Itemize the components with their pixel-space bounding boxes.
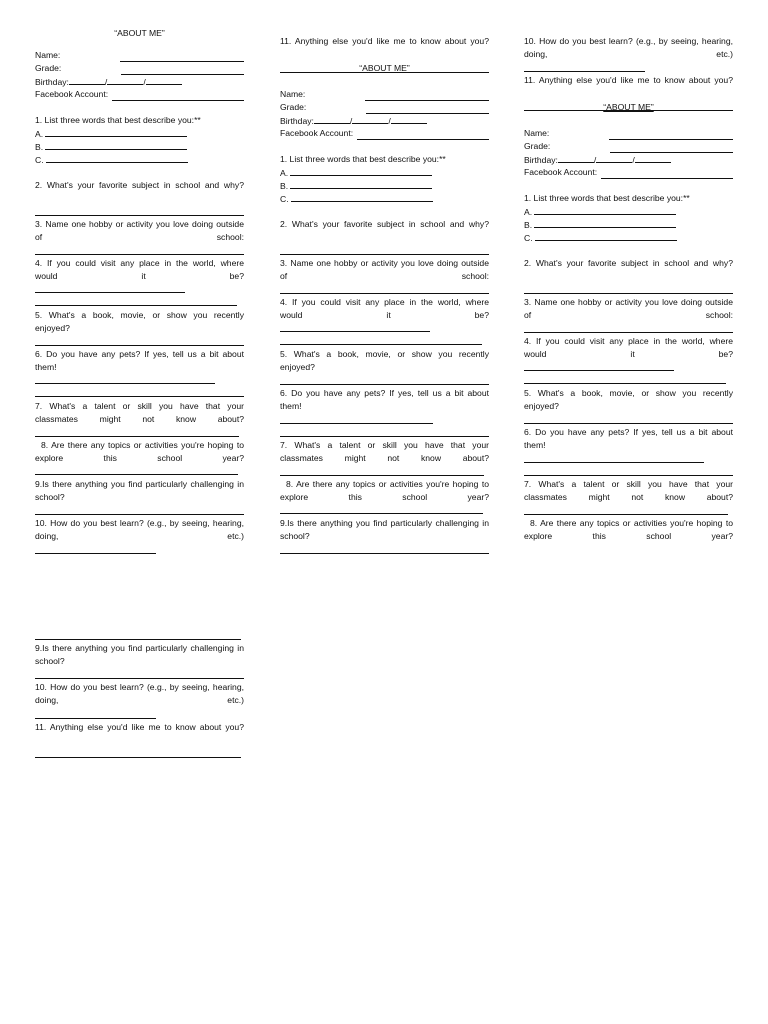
birthday-field[interactable]: Birthday: / / — [35, 75, 244, 89]
answer-c[interactable]: C. — [524, 231, 733, 245]
answer-a[interactable]: A. — [524, 205, 733, 219]
question-10-repeat: 10. How do you best learn? (e.g., by seeing, hearing, doing, etc.) — [35, 682, 244, 705]
question-10: 10. How do you best learn? (e.g., by seeing, hearing, doing, etc.) — [35, 518, 244, 541]
question-3: 3. Name one hobby or activity you love doing outside of school: — [524, 297, 733, 320]
answer-line[interactable] — [280, 384, 489, 385]
answer-line[interactable] — [280, 344, 482, 345]
answer-line[interactable] — [35, 718, 156, 719]
answer-c[interactable]: C. — [35, 153, 244, 167]
answer-line[interactable] — [280, 423, 433, 424]
grade-field[interactable]: Grade: — [35, 62, 244, 75]
answer-b[interactable]: B. — [35, 140, 244, 154]
answer-line[interactable] — [35, 305, 237, 306]
question-2: 2. What's your favorite subject in school and why? — [35, 180, 244, 190]
answer-a[interactable]: A. — [280, 166, 489, 180]
answer-line[interactable] — [35, 436, 239, 437]
answer-a[interactable]: A. — [35, 127, 244, 141]
question-9-repeat: 9.Is there anything you find particularly challenging in school? — [35, 643, 244, 666]
answer-line[interactable] — [524, 475, 733, 476]
answer-line[interactable] — [524, 71, 645, 72]
question-1: 1. List three words that best describe you:** — [524, 193, 690, 203]
name-field[interactable]: Name: — [280, 88, 489, 101]
question-6: 6. Do you have any pets? If yes, tell us a bit about them! — [280, 388, 489, 411]
question-7: 7. What's a talent or skill you have that your classmates might not know about? — [280, 440, 489, 463]
question-9: 9.Is there anything you find particularly challenging in school? — [35, 479, 244, 502]
answer-line[interactable] — [35, 254, 244, 255]
birthday-field[interactable]: Birthday: / / — [280, 114, 489, 128]
form-title: “ABOUT ME” — [359, 63, 410, 73]
answer-line[interactable] — [35, 678, 244, 679]
answer-line[interactable] — [524, 370, 674, 371]
birthday-field[interactable]: Birthday: / / — [524, 153, 733, 167]
name-field[interactable]: Name: — [524, 127, 733, 140]
question-3: 3. Name one hobby or activity you love doing outside of school: — [35, 219, 244, 242]
question-7: 7. What's a talent or skill you have that your classmates might not know about? — [524, 479, 733, 502]
answer-line[interactable] — [35, 215, 244, 216]
answer-line[interactable] — [524, 462, 704, 463]
form-title: “ABOUT ME” — [114, 28, 165, 38]
answer-c[interactable]: C. — [280, 192, 489, 206]
answer-line[interactable] — [280, 293, 489, 294]
facebook-field[interactable]: Facebook Account: — [524, 166, 733, 179]
answer-line[interactable] — [280, 331, 430, 332]
facebook-field[interactable]: Facebook Account: — [35, 88, 244, 101]
answer-line[interactable] — [35, 757, 241, 758]
question-7: 7. What's a talent or skill you have that your classmates might not know about? — [35, 401, 244, 424]
question-8: 8. Are there any topics or activities you're hoping to explore this school year? — [280, 479, 489, 502]
answer-line[interactable] — [35, 474, 238, 475]
name-field[interactable]: Name: — [35, 49, 244, 62]
question-1: 1. List three words that best describe you:** — [280, 154, 446, 164]
answer-line[interactable] — [524, 293, 733, 294]
answer-line[interactable] — [35, 514, 244, 515]
facebook-field[interactable]: Facebook Account: — [280, 127, 489, 140]
question-4: 4. If you could visit any place in the world, where would it be? — [524, 336, 733, 359]
answer-line[interactable] — [280, 475, 484, 476]
answer-line[interactable] — [524, 514, 728, 515]
grade-field[interactable]: Grade: — [280, 101, 489, 114]
question-2: 2. What's your favorite subject in school and why? — [524, 258, 733, 268]
question-5: 5. What's a book, movie, or show you recently enjoyed? — [35, 310, 244, 333]
question-3: 3. Name one hobby or activity you love doing outside of school: — [280, 258, 489, 281]
answer-line[interactable] — [524, 423, 733, 424]
answer-line[interactable] — [35, 396, 244, 397]
answer-line[interactable] — [35, 639, 241, 640]
answer-b[interactable]: B. — [524, 218, 733, 232]
question-9: 9.Is there anything you find particularly challenging in school? — [280, 518, 489, 541]
answer-line[interactable] — [35, 553, 156, 554]
answer-line[interactable] — [280, 553, 489, 554]
question-6: 6. Do you have any pets? If yes, tell us a bit about them! — [35, 349, 244, 372]
answer-line[interactable] — [35, 383, 215, 384]
question-4: 4. If you could visit any place in the world, where would it be? — [35, 258, 244, 281]
question-10: 10. How do you best learn? (e.g., by seeing, hearing, doing, etc.) — [524, 36, 733, 59]
question-5: 5. What's a book, movie, or show you recently enjoyed? — [280, 349, 489, 372]
question-8: 8. Are there any topics or activities you're hoping to explore this school year? — [35, 440, 244, 463]
grade-field[interactable]: Grade: — [524, 140, 733, 153]
question-2: 2. What's your favorite subject in school and why? — [280, 219, 489, 229]
answer-line[interactable] — [280, 513, 483, 514]
answer-line[interactable] — [280, 254, 489, 255]
question-6: 6. Do you have any pets? If yes, tell us a bit about them! — [524, 427, 733, 450]
answer-line[interactable] — [524, 383, 726, 384]
answer-line[interactable] — [35, 345, 244, 346]
question-11: 11. Anything else you'd like me to know about you? — [524, 75, 733, 85]
form-title: “ABOUT ME” — [603, 102, 654, 112]
question-4: 4. If you could visit any place in the world, where would it be? — [280, 297, 489, 320]
question-1: 1. List three words that best describe you:** — [35, 115, 201, 125]
question-11: 11. Anything else you'd like me to know about you? — [280, 36, 489, 46]
question-5: 5. What's a book, movie, or show you recently enjoyed? — [524, 388, 733, 411]
answer-line[interactable] — [35, 292, 185, 293]
answer-line[interactable] — [280, 436, 489, 437]
answer-line[interactable] — [524, 332, 733, 333]
question-8: 8. Are there any topics or activities you're hoping to explore this school year? — [524, 518, 733, 541]
answer-b[interactable]: B. — [280, 179, 489, 193]
question-11: 11. Anything else you'd like me to know about you? — [35, 722, 244, 732]
